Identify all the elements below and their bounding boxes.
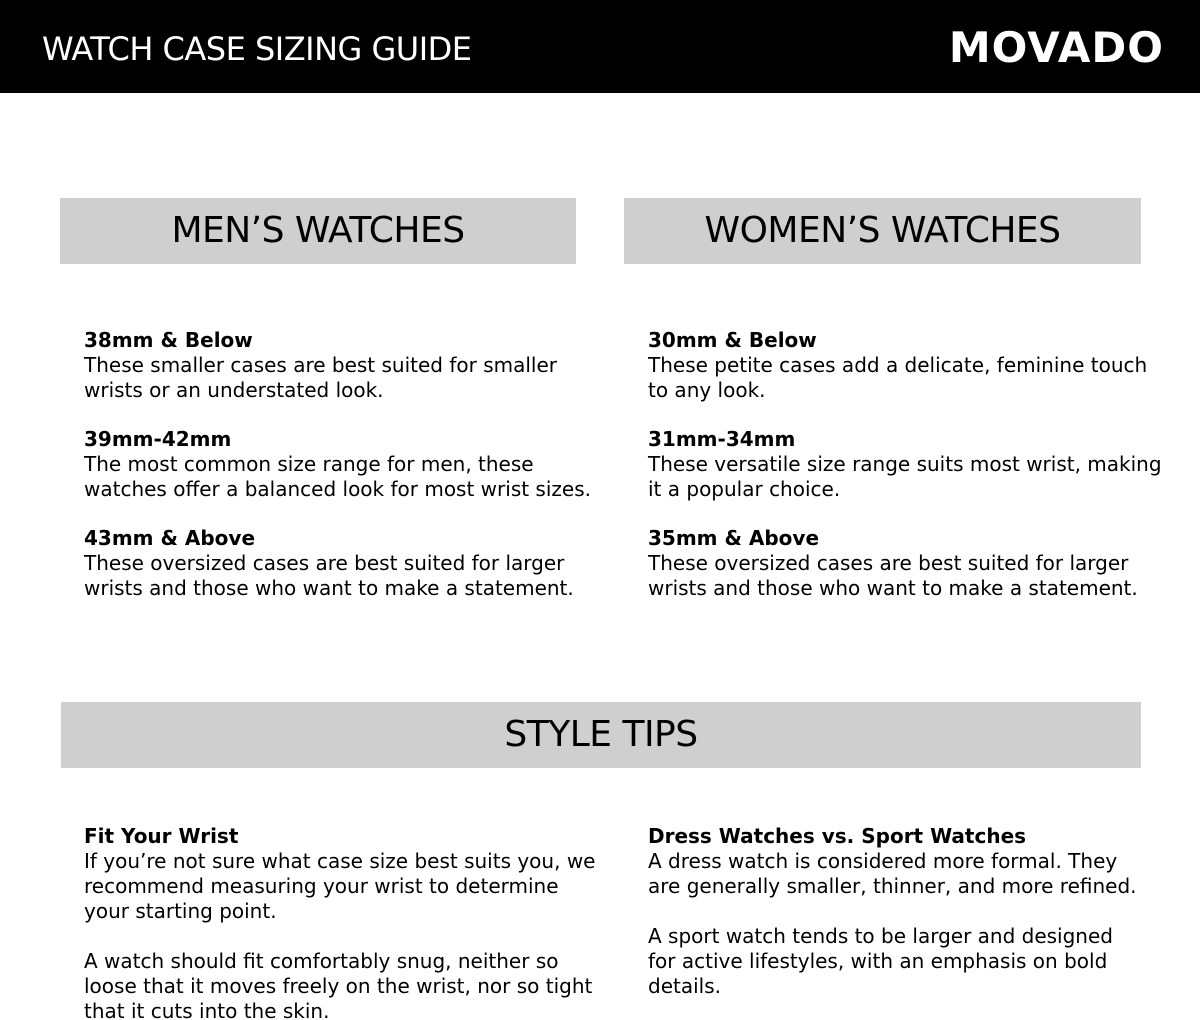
size-label: 30mm & Below: [648, 328, 817, 352]
brand-logo: MOVADO: [948, 23, 1164, 72]
size-description: it a popular choice.: [648, 477, 841, 501]
header-bar: [0, 0, 1200, 93]
tip-text: A dress watch is considered more formal. They: [648, 849, 1118, 873]
size-description: These oversized cases are best suited for larger: [84, 551, 565, 575]
tip-text: recommend measuring your wrist to determine: [84, 874, 559, 898]
tip-paragraph: [84, 949, 595, 1020]
size-label: 31mm-34mm: [648, 427, 796, 451]
womens-heading: WOMEN’S WATCHES: [704, 210, 1061, 251]
size-label: 43mm & Above: [84, 526, 256, 550]
style-tips-heading: STYLE TIPS: [504, 714, 698, 755]
mens-heading: MEN’S WATCHES: [171, 210, 465, 251]
tip-paragraph: [648, 824, 1137, 899]
size-description: These petite cases add a delicate, feminine touch: [648, 353, 1148, 377]
tip-paragraph: [648, 924, 1137, 999]
tip-text: loose that it moves freely on the wrist, nor so tight: [84, 974, 593, 998]
size-label: 39mm-42mm: [84, 427, 232, 451]
tip-text: are generally smaller, thinner, and more refined.: [648, 874, 1137, 898]
mens-section-header: [60, 198, 576, 264]
tip-label: Fit Your Wrist: [84, 824, 239, 848]
tip-text: A sport watch tends to be larger and designed: [648, 924, 1113, 948]
style-tips-section-header: [61, 702, 1141, 768]
mens-size-entry: [84, 526, 591, 601]
size-label: 35mm & Above: [648, 526, 820, 550]
mens-size-list: [84, 328, 591, 625]
size-description: These versatile size range suits most wrist, making: [648, 452, 1162, 476]
size-description: watches offer a balanced look for most wrist sizes.: [84, 477, 591, 501]
mens-size-entry: [84, 328, 591, 403]
womens-size-entry: [648, 526, 1162, 601]
tip-text: If you’re not sure what case size best suits you, we: [84, 849, 596, 873]
page-title: WATCH CASE SIZING GUIDE: [42, 30, 472, 68]
dress-vs-sport-tip: [648, 824, 1137, 1020]
size-description: wrists and those who want to make a statement.: [84, 576, 574, 600]
tip-text: A watch should fit comfortably snug, neither so: [84, 949, 559, 973]
size-description: The most common size range for men, these: [84, 452, 534, 476]
tip-paragraph: [84, 824, 595, 924]
tip-text: details.: [648, 974, 721, 998]
size-description: These smaller cases are best suited for smaller: [84, 353, 558, 377]
size-description: wrists and those who want to make a statement.: [648, 576, 1138, 600]
size-label: 38mm & Below: [84, 328, 253, 352]
womens-size-entry: [648, 328, 1162, 403]
fit-your-wrist-tip: [84, 824, 595, 1020]
mens-size-entry: [84, 427, 591, 502]
tip-text: your starting point.: [84, 899, 277, 923]
womens-size-list: [648, 328, 1162, 625]
size-description: These oversized cases are best suited for larger: [648, 551, 1129, 575]
tip-text: for active lifestyles, with an emphasis on bold: [648, 949, 1108, 973]
size-description: wrists or an understated look.: [84, 378, 384, 402]
tip-label: Dress Watches vs. Sport Watches: [648, 824, 1027, 848]
size-description: to any look.: [648, 378, 766, 402]
womens-size-entry: [648, 427, 1162, 502]
womens-section-header: [624, 198, 1141, 264]
tip-text: that it cuts into the skin.: [84, 999, 330, 1020]
